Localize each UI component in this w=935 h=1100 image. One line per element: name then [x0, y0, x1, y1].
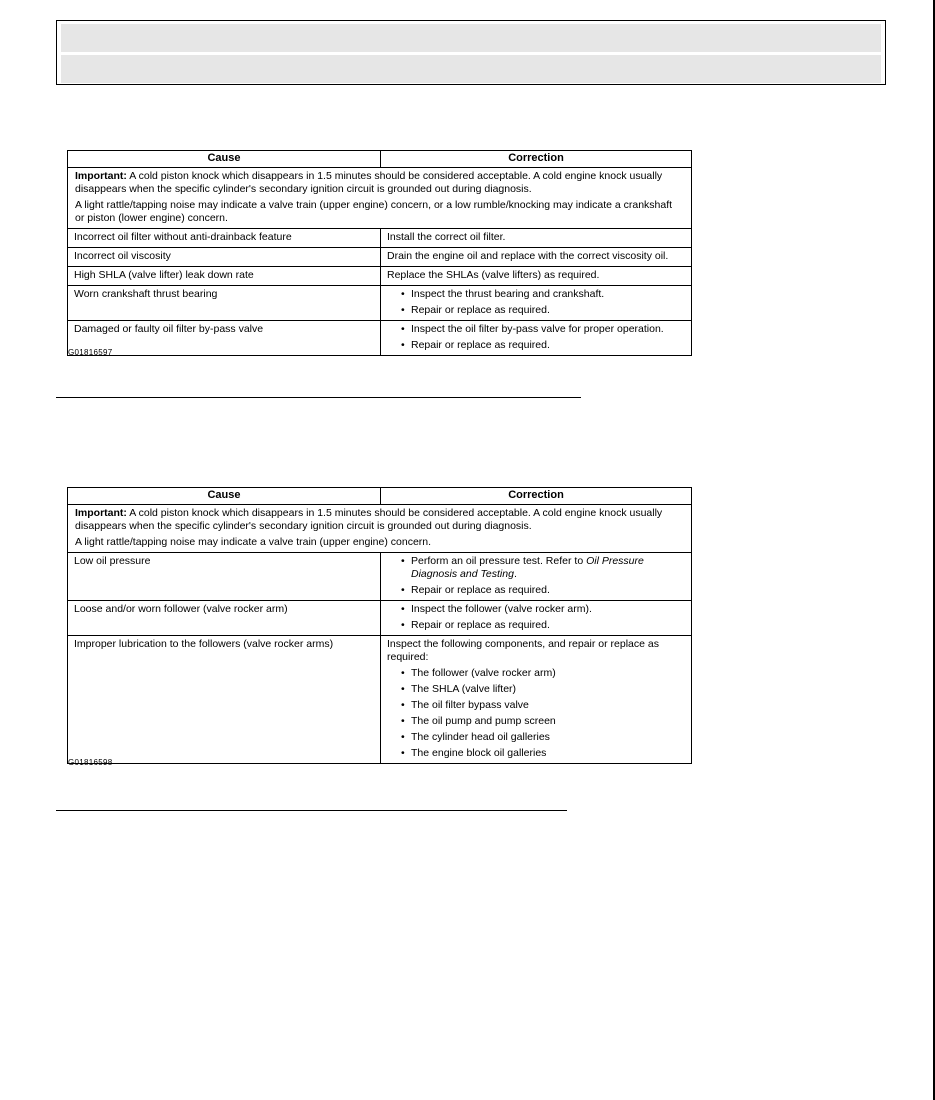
cause-cell: Incorrect oil viscosity [68, 248, 381, 267]
table-row [68, 229, 692, 248]
diagnostic-table-1 [67, 150, 692, 356]
table-row [68, 321, 692, 356]
correction-cell [381, 601, 692, 636]
figure-id-1: G01816597 [68, 348, 113, 357]
important-note [68, 505, 692, 553]
table-row [68, 267, 692, 286]
cause-cell: Worn crankshaft thrust bearing [68, 286, 381, 321]
note-line-2: A light rattle/tapping noise may indicate a valve train (upper engine) concern, or a low rumble/knocking may indicate a crankshaft or piston (lower engine) concern. [75, 199, 673, 224]
list-item: • Repair or replace as required. [401, 339, 685, 352]
important-paragraph [75, 507, 684, 533]
correction-list [387, 555, 685, 597]
section-divider-1 [56, 397, 581, 398]
important-label: Important: [75, 170, 127, 182]
column-header-correction: Correction [381, 151, 692, 168]
list-item-text: Perform an oil pressure test. Refer to [411, 555, 587, 567]
figure-id-2: G01816598 [68, 758, 113, 767]
cause-cell: Loose and/or worn follower (valve rocker arm) [68, 601, 381, 636]
important-note-row [68, 168, 692, 229]
correction-cell [381, 286, 692, 321]
correction-cell: Install the correct oil filter. [381, 229, 692, 248]
correction-list [387, 323, 685, 352]
column-header-cause: Cause [68, 151, 381, 168]
correction-list [387, 667, 685, 760]
list-item: • Inspect the follower (valve rocker arm). [401, 603, 685, 616]
correction-cell [381, 321, 692, 356]
list-item: • The cylinder head oil galleries [401, 731, 685, 744]
correction-cell [381, 553, 692, 601]
correction-cell [381, 636, 692, 764]
list-item: • The follower (valve rocker arm) [401, 667, 685, 680]
column-header-cause: Cause [68, 488, 381, 505]
important-note [68, 168, 692, 229]
correction-cell: Replace the SHLAs (valve lifters) as required. [381, 267, 692, 286]
table-row [68, 636, 692, 764]
cause-cell: Incorrect oil filter without anti-drainback feature [68, 229, 381, 248]
table-header-row [68, 488, 692, 505]
page-header-box [56, 20, 886, 85]
list-item: • Repair or replace as required. [401, 304, 685, 317]
list-item: • The oil pump and pump screen [401, 715, 685, 728]
table-row [68, 553, 692, 601]
list-item: • Repair or replace as required. [401, 584, 685, 597]
column-header-correction: Correction [381, 488, 692, 505]
correction-list [387, 603, 685, 632]
list-item: • Inspect the thrust bearing and crankshaft. [401, 288, 685, 301]
important-paragraph [75, 170, 684, 196]
correction-lead-text: Inspect the following components, and repair or replace as required: [387, 638, 659, 663]
table-row [68, 248, 692, 267]
cause-cell: Damaged or faulty oil filter by-pass valve [68, 321, 381, 356]
oil-pressure-diagnosis-link[interactable]: Oil Pressure Diagnosis and Testing [411, 555, 644, 580]
section-divider-2 [56, 810, 567, 811]
header-band-bottom [61, 55, 881, 83]
cause-cell: Improper lubrication to the followers (valve rocker arms) [68, 636, 381, 764]
header-band-top [61, 24, 881, 52]
list-item: • Repair or replace as required. [401, 619, 685, 632]
table-row [68, 601, 692, 636]
list-item: • The oil filter bypass valve [401, 699, 685, 712]
correction-cell: Drain the engine oil and replace with the correct viscosity oil. [381, 248, 692, 267]
cause-cell: Low oil pressure [68, 553, 381, 601]
cause-cell: High SHLA (valve lifter) leak down rate [68, 267, 381, 286]
correction-list [387, 288, 685, 317]
list-item: • The SHLA (valve lifter) [401, 683, 685, 696]
important-text: A cold piston knock which disappears in 1.5 minutes should be considered acceptable. A cold engine knock usually disappears when the specific cylinder's secondary ignition circuit is grounded out during diagnosis. [75, 170, 663, 195]
important-label: Important: [75, 507, 127, 519]
list-item [401, 555, 685, 581]
table-row [68, 286, 692, 321]
diagnostic-table-2 [67, 487, 692, 764]
important-note-row [68, 505, 692, 553]
list-item: • The engine block oil galleries [401, 747, 685, 760]
note-line-2: A light rattle/tapping noise may indicate a valve train (upper engine) concern. [75, 536, 432, 548]
important-text: A cold piston knock which disappears in 1.5 minutes should be considered acceptable. A cold engine knock usually disappears when the specific cylinder's secondary ignition circuit is grounded out during diagnosis. [75, 507, 663, 532]
list-item-end: . [513, 568, 517, 580]
table-header-row [68, 151, 692, 168]
list-item: • Inspect the oil filter by-pass valve for proper operation. [401, 323, 685, 336]
